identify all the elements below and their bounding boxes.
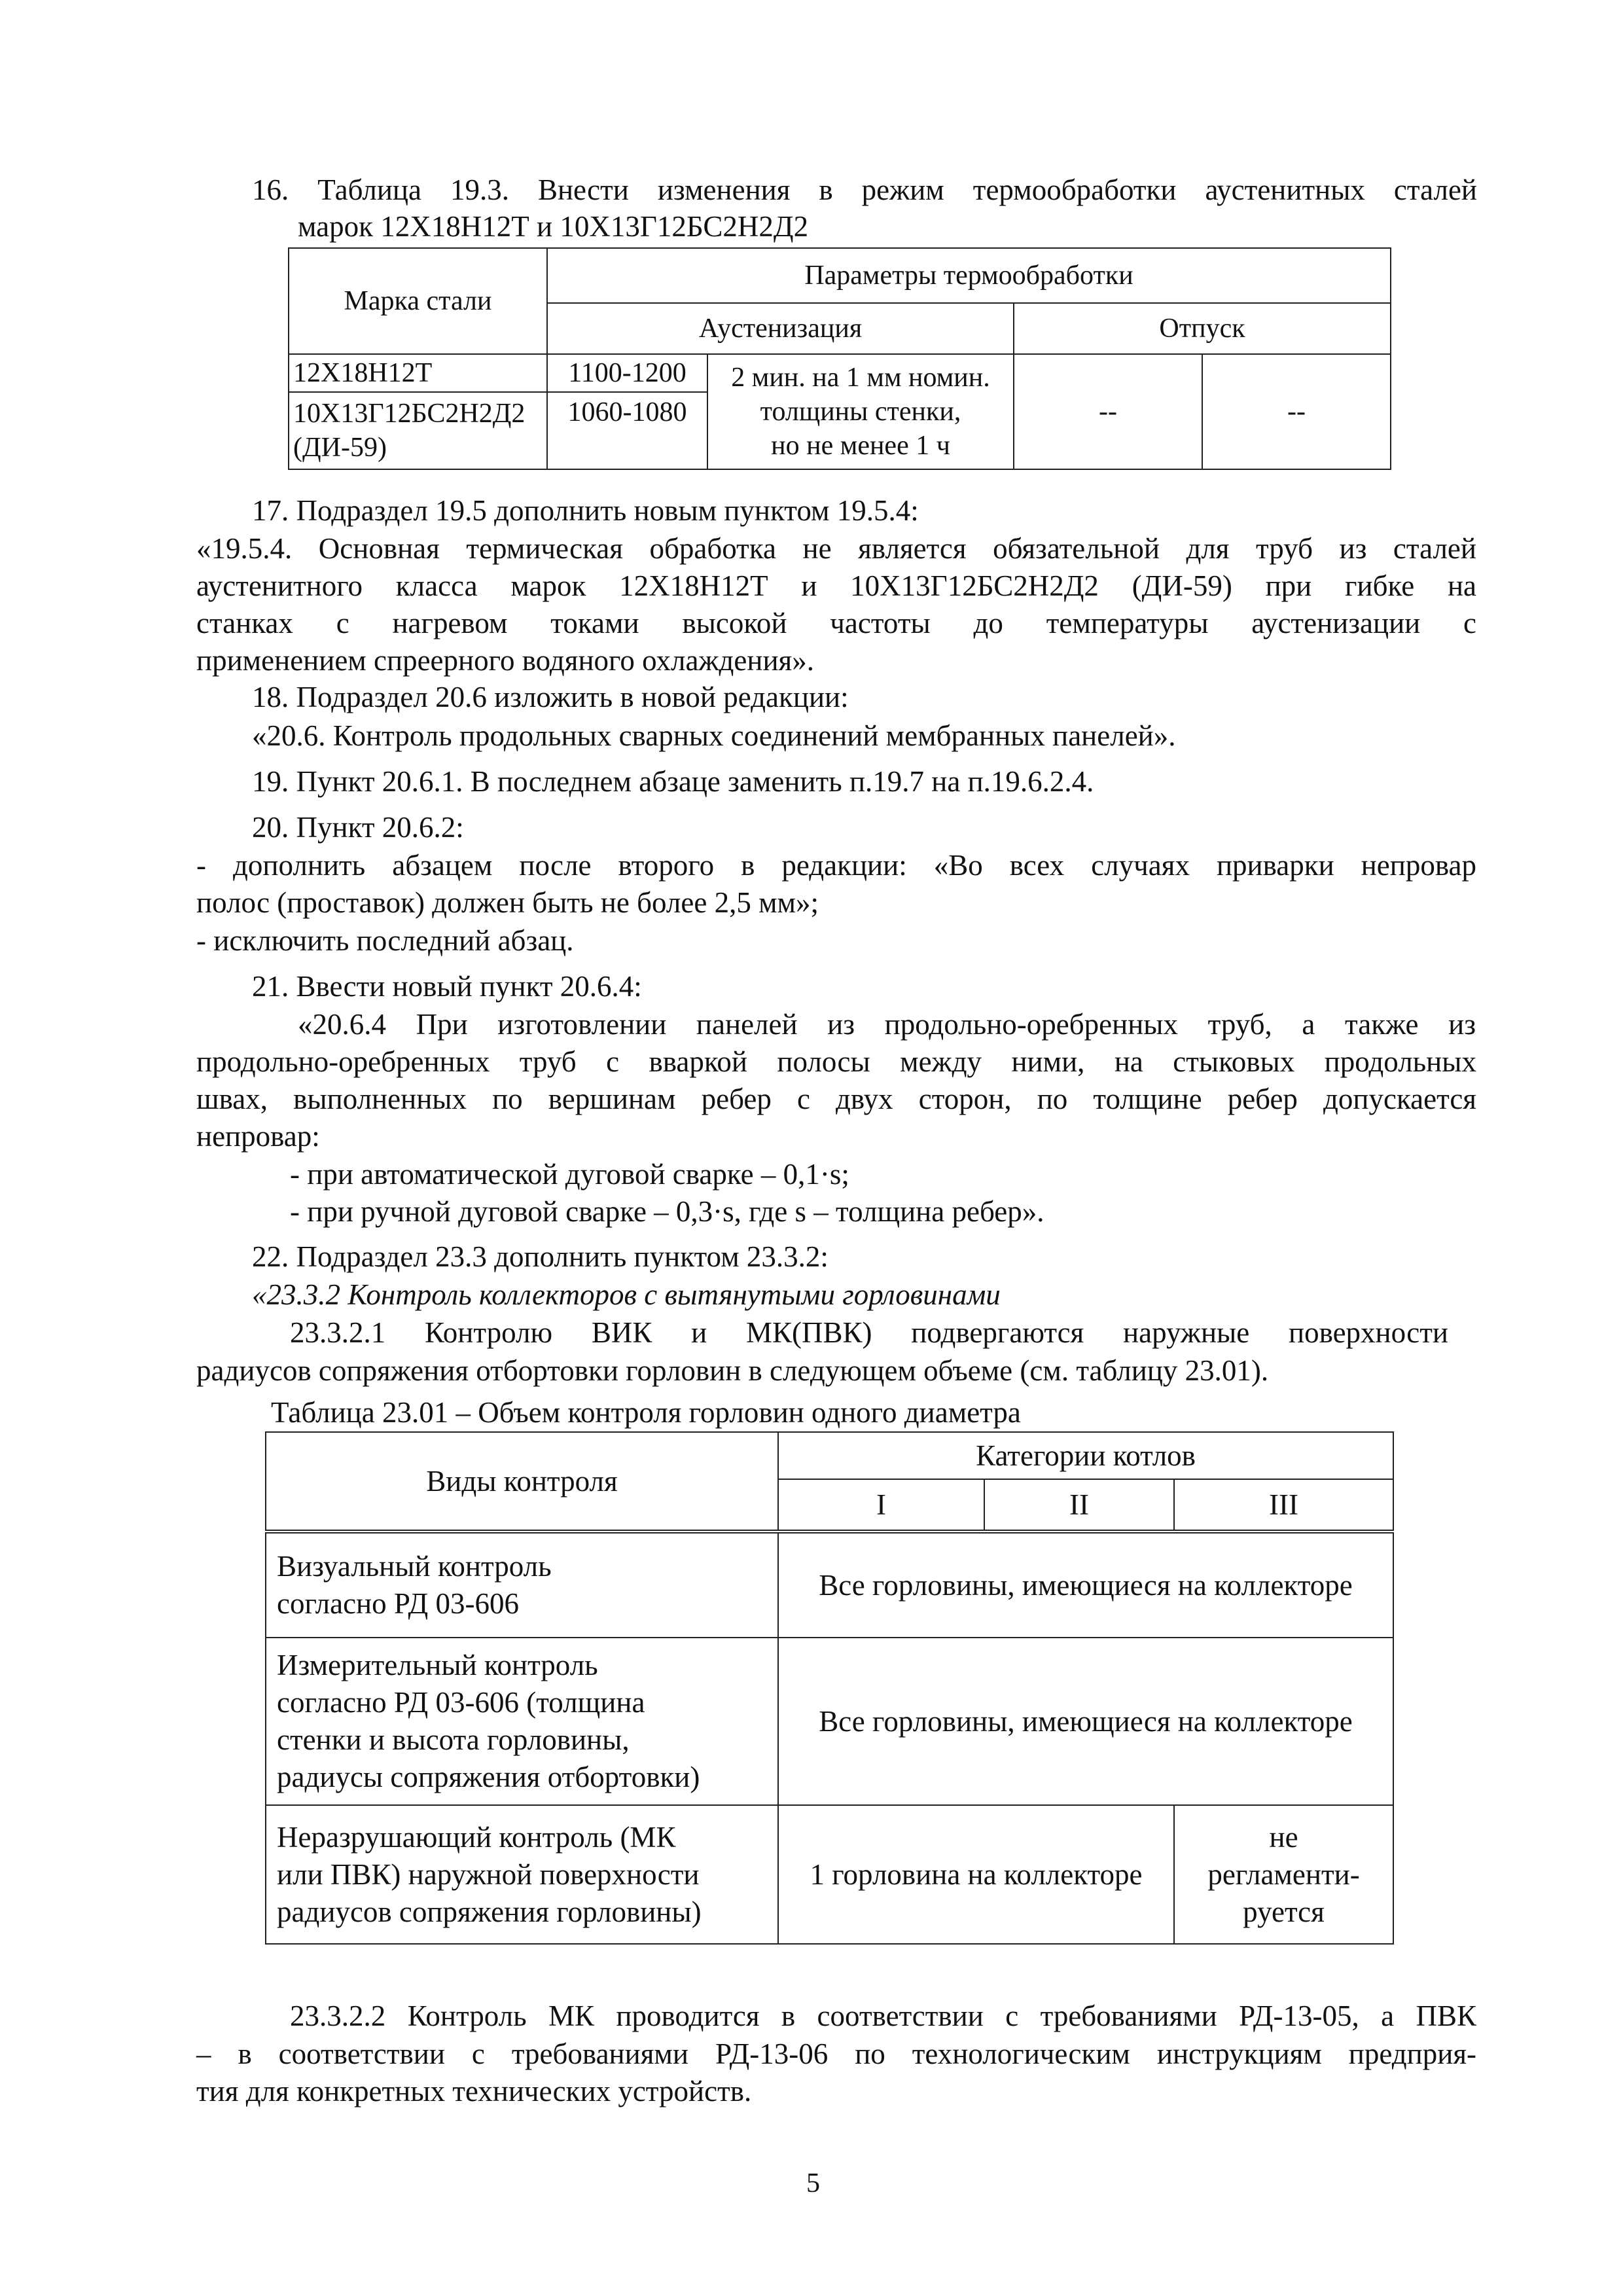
- item22-head: 22. Подраздел 23.3 дополнить пунктом 23.3.2:: [252, 1240, 829, 1273]
- row3-category-III: не регламенти- руется: [1174, 1805, 1393, 1944]
- row1-mark: 12Х18Н12Т: [289, 354, 547, 392]
- p2-line3: тия для конкретных технических устройств.: [196, 2075, 752, 2108]
- item21-head: 21. Ввести новый пункт 20.6.4:: [252, 970, 642, 1003]
- item17-line4: применением спреерного водяного охлаждения».: [196, 644, 814, 677]
- item21-line1: «20.6.4 При изготовлении панелей из продольно-оребренных труб, а также из: [298, 1008, 1476, 1041]
- item21-bullet2: - при ручной дуговой сварке – 0,3·s, где s – толщина ребер».: [290, 1195, 1044, 1228]
- row2-mark: 10Х13Г12БС2Н2Д2 (ДИ-59): [289, 392, 547, 469]
- item20-line2: полос (проставок) должен быть не более 2,5 мм»;: [196, 886, 819, 919]
- item17-line2: аустенитного класса марок 12Х18Н12Т и 10Х13Г12БС2Н2Д2 (ДИ-59) при гибке на: [196, 569, 1476, 602]
- header-tempering: Отпуск: [1014, 303, 1391, 354]
- tempering-dash-2: --: [1202, 354, 1391, 469]
- item20-head: 20. Пункт 20.6.2:: [252, 811, 464, 844]
- item19-text: 19. Пункт 20.6.1. В последнем абзаце заменить п.19.7 на п.19.6.2.4.: [252, 765, 1094, 798]
- row1-control-type: Визуальный контроль согласно РД 03-606: [266, 1532, 778, 1638]
- item22-p1-line1: 23.3.2.1 Контролю ВИК и МК(ПВК) подвергаются наружные поверхности: [290, 1316, 1448, 1349]
- table-23-01-caption: Таблица 23.01 – Объем контроля горловин одного диаметра: [271, 1396, 1021, 1429]
- item20-line1: - дополнить абзацем после второго в редакции: «Во всех случаях приварки непровар: [196, 849, 1476, 882]
- row2-temp: 1060-1080: [547, 392, 707, 469]
- page-number: 5: [806, 2168, 820, 2198]
- item21-line4: непровар:: [196, 1120, 320, 1153]
- table-23-01: [265, 1431, 1394, 1945]
- item17-head: 17. Подраздел 19.5 дополнить новым пунктом 19.5.4:: [252, 494, 919, 527]
- austenization-duration: 2 мин. на 1 мм номин. толщины стенки, но не менее 1 ч: [707, 354, 1014, 469]
- row2-control-type: Измерительный контроль согласно РД 03-606 (толщина стенки и высота горловины, радиусы сопряжения отбортовки): [266, 1638, 778, 1805]
- p2-line1: 23.3.2.2 Контроль МК проводится в соответствии с требованиями РД-13-05, а ПВК: [290, 2000, 1476, 2032]
- category-I: I: [778, 1479, 984, 1532]
- category-II: II: [984, 1479, 1174, 1532]
- row3-control-type: Неразрушающий контроль (МК или ПВК) наружной поверхности радиусов сопряжения горловины): [266, 1805, 778, 1944]
- item20-line3: - исключить последний абзац.: [196, 924, 574, 957]
- item21-line3: швах, выполненных по вершинам ребер с двух сторон, по толщине ребер допускается: [196, 1083, 1476, 1115]
- item17-line1: «19.5.4. Основная термическая обработка не является обязательной для труб из сталей: [196, 532, 1476, 565]
- item21-bullet1: - при автоматической дуговой сварке – 0,1·s;: [290, 1158, 849, 1191]
- header-control-types: Виды контроля: [266, 1432, 778, 1532]
- item18-head: 18. Подраздел 20.6 изложить в новой редакции:: [252, 681, 849, 713]
- item22-p1-line2: радиусов сопряжения отбортовки горловин в следующем объеме (см. таблицу 23.01).: [196, 1354, 1269, 1387]
- tempering-dash-1: --: [1014, 354, 1202, 469]
- p2-line2: – в соответствии с требованиями РД-13-06 по технологическим инструкциям предприя-: [196, 2037, 1476, 2070]
- item17-line3: станках с нагревом токами высокой частоты до температуры аустенизации с: [196, 607, 1476, 639]
- row1-value: Все горловины, имеющиеся на коллекторе: [778, 1532, 1393, 1638]
- row2-value: Все горловины, имеющиеся на коллекторе: [778, 1638, 1393, 1805]
- header-austenization: Аустенизация: [547, 303, 1014, 354]
- item22-subtitle: «23.3.2 Контроль коллекторов с вытянутыми горловинами: [252, 1278, 1001, 1311]
- row3-value: 1 горловина на коллекторе: [778, 1805, 1174, 1944]
- table-19-3: [288, 247, 1391, 470]
- item21-line2: продольно-оребренных труб с вваркой полосы между ними, на стыковых продольных: [196, 1045, 1476, 1078]
- item18-text: «20.6. Контроль продольных сварных соединений мембранных панелей».: [252, 719, 1176, 752]
- row1-temp: 1100-1200: [547, 354, 707, 392]
- item16-line1: 16. Таблица 19.3. Внести изменения в режим термообработки аустенитных сталей: [252, 173, 1477, 206]
- item16-line2: марок 12Х18Н12Т и 10Х13Г12БС2Н2Д2: [298, 210, 809, 243]
- header-params: Параметры термообработки: [547, 248, 1391, 303]
- category-III: III: [1174, 1479, 1393, 1532]
- header-boiler-categories: Категории котлов: [778, 1432, 1393, 1479]
- header-mark: Марка стали: [289, 248, 547, 354]
